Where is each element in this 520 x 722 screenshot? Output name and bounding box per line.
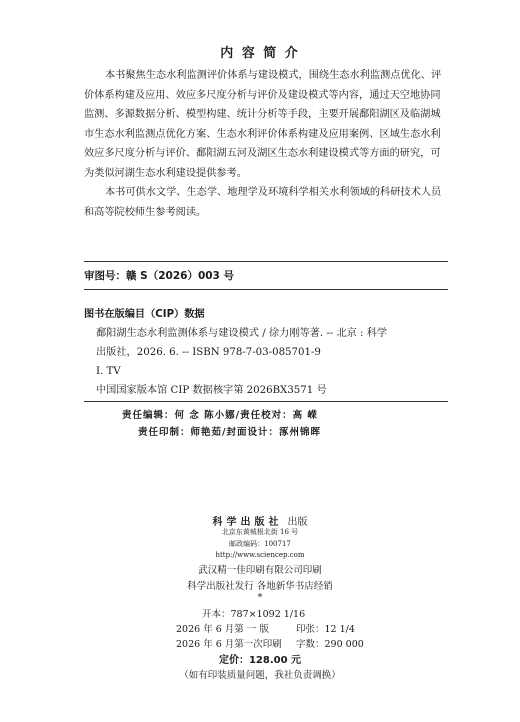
summary-line: 区及临湖城市生态水利监测点优化方案、生态水利评价体系构建及应用案例、 (84, 109, 441, 140)
summary-line: 评价体系构建及应用、效应多尺度分析与评价及建设模式等内容，通过天空 (84, 70, 442, 101)
word-count: 字数：290 000 (296, 639, 364, 650)
publisher-website: http://www.sciencep.com (215, 551, 305, 559)
publisher-suffix: 出版 (287, 517, 308, 528)
cip-data (84, 305, 448, 400)
distribution: 科学出版社发行 各地新华书店经销 (187, 581, 333, 592)
cip-line: 出版社，2026. 6. -- ISBN 978-7-03-085701-9 (96, 347, 321, 358)
cip-line: 鄱阳湖生态水利监测体系与建设模式 / 徐力刚等著. -- 北京 : 科学 (96, 328, 388, 339)
summary-paragraph-2 (84, 183, 448, 222)
summary-line: 等方面的研究，可为类似河湖生态水利建设提供参考。 (84, 148, 441, 179)
edition-date: 2026 年 6 月第 一 版 (176, 624, 269, 635)
quality-note: （如有印装质量问题，我社负责调换） (179, 670, 341, 681)
print-date: 2026 年 6 月第一次印刷 (176, 639, 282, 650)
summary-line: 区域生态水利效应多尺度分析与评价、鄱阳湖五河及湖区生态水利建设模式 (84, 128, 441, 159)
divider (84, 261, 448, 262)
map-review-number: 审图号：赣 S（2026）003 号 (84, 270, 235, 282)
summary-line: 本书聚焦生态水利监测评价体系与建设模式，围绕生态水利监测点优化、 (105, 70, 431, 81)
cip-line: I. TV (96, 366, 121, 377)
editors-line: 责任编辑：何 念 陈小娜/责任校对：高 嵘 (122, 410, 318, 421)
summary-line: 本书可供水文学、生态学、地理学及环境科学相关水利领域的科研技术 (105, 187, 421, 198)
cip-line: 中国国家版本馆 CIP 数据核字第 2026BX3571 号 (96, 385, 327, 396)
separator-star: * (257, 592, 263, 603)
divider (84, 401, 448, 402)
cip-heading: 图书在版编目（CIP）数据 (84, 309, 205, 320)
printed-sheets: 印张：12 1/4 (296, 624, 355, 635)
summary-line: 地协同监测、多源数据分析、模型构建、统计分析等手段，主要开展鄱阳湖 (84, 89, 441, 120)
divider (84, 289, 448, 290)
book-format: 开本：787×1092 1/16 (202, 609, 306, 620)
price: 定价：128.00 元 (218, 655, 302, 666)
summary-paragraph-1 (84, 66, 448, 183)
publisher-name: 科学出版社 (212, 517, 283, 528)
summary-line: 人员和高等院校师生参考阅读。 (84, 187, 442, 218)
publisher-address: 北京东黄城根北街 16 号 (221, 528, 299, 536)
content-summary (84, 66, 448, 222)
printer: 武汉精一佳印刷有限公司印刷 (198, 565, 322, 576)
production-line: 责任印制：师艳茹/封面设计：涿州锦晖 (138, 427, 321, 438)
page-title: 内 容 简 介 (220, 46, 300, 61)
publisher-postcode: 邮政编码：100717 (229, 540, 291, 548)
